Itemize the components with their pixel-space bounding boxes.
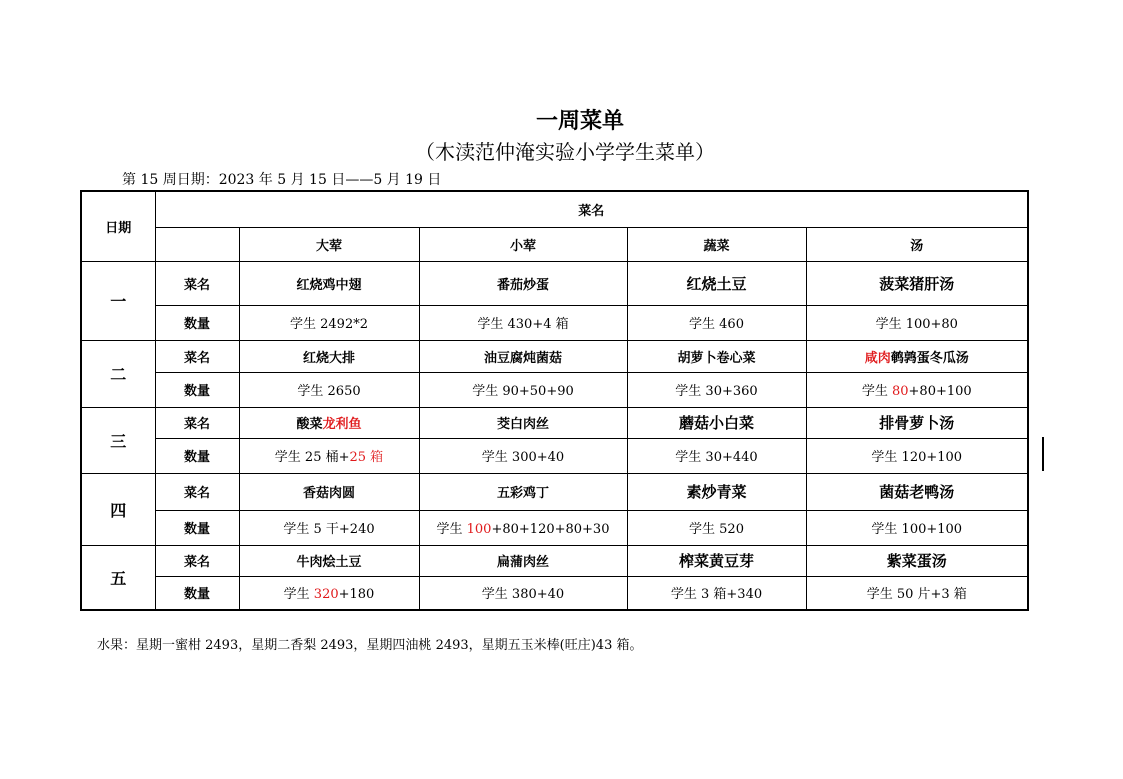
dish-cell-soup [806,340,1028,372]
highlight-text: 25 箱 [349,450,384,465]
cell-text: 酸菜 [296,417,323,432]
dish-cell-small-meat [419,473,627,510]
quantity-cell-soup [806,438,1028,473]
cell-text: 胡萝卜卷心菜 [677,350,756,366]
quantity-cell-vegetable [627,438,806,473]
cell-text: 学生 520 [689,522,744,537]
quantity-cell-vegetable [627,576,806,610]
cell-text: 学生 120+100 [871,450,963,465]
quantity-cell-big-meat [239,438,419,473]
row-label-dish: 菜名 [155,407,239,438]
row-label-quantity: 数量 [155,510,239,545]
cell-text: 香菇肉圆 [302,486,355,501]
cell-text: 学生 90+50+90 [472,384,574,399]
blank-header-cell [155,227,239,261]
row-label-dish: 菜名 [155,340,239,372]
cell-text: 排骨萝卜汤 [879,414,955,432]
cell-text: 榨菜黄豆芽 [678,552,754,570]
cell-text: 素炒青菜 [686,483,747,501]
cell-text: 学生 [861,384,892,399]
row-label-quantity: 数量 [155,372,239,407]
row-label-dish: 菜名 [155,545,239,576]
highlight-text: 咸肉 [864,350,891,366]
dish-cell-vegetable [627,261,806,305]
page-title: 一周菜单 [535,109,624,134]
cell-text: 学生 30+440 [675,450,758,465]
dish-cell-vegetable [627,545,806,576]
row-label-quantity: 数量 [155,438,239,473]
cell-text: 鹌鹑蛋冬瓜汤 [890,350,969,366]
cell-text: 学生 25 桶+ [274,450,350,465]
cell-text: 学生 5 干+240 [283,522,375,537]
dish-cell-soup [806,473,1028,510]
page-subtitle: （木渎范仲淹实验小学学生菜单） [415,140,715,164]
quantity-cell-small-meat [419,510,627,545]
cell-text: 番茄炒蛋 [496,277,549,293]
cell-text: 学生 300+40 [481,450,565,465]
quantity-cell-small-meat [419,372,627,407]
dish-cell-soup [806,545,1028,576]
cell-text: 牛肉烩土豆 [296,555,362,570]
quantity-cell-soup [806,576,1028,610]
dish-cell-vegetable [627,407,806,438]
cell-text: 蘑菇小白菜 [678,414,754,432]
quantity-cell-vegetable [627,372,806,407]
day-label: 三 [81,407,155,473]
cell-text: 红烧大排 [302,350,355,366]
cell-text: 菠菜猪肝汤 [879,274,955,293]
cell-text: 茭白肉丝 [496,417,549,432]
cell-text: 学生 2492*2 [290,317,368,332]
dish-cell-big-meat [239,340,419,372]
quantity-cell-big-meat [239,372,419,407]
menu-table [80,190,1029,611]
cell-text: 学生 430+4 箱 [477,317,569,332]
cell-text: +180 [338,587,375,603]
cell-text: 红烧鸡中翅 [296,277,362,293]
quantity-cell-soup [806,372,1028,407]
day-label: 四 [81,473,155,545]
quantity-cell-big-meat [239,510,419,545]
cell-text: 红烧土豆 [686,274,747,293]
cell-text: 学生 100+80 [875,317,958,332]
highlight-text: 80 [891,384,909,399]
dish-cell-vegetable [627,473,806,510]
dish-cell-big-meat [239,473,419,510]
quantity-cell-small-meat [419,576,627,610]
dish-cell-big-meat [239,261,419,305]
day-label: 二 [81,340,155,407]
dish-cell-soup [806,407,1028,438]
highlight-text: 100 [466,522,492,537]
day-label: 五 [81,545,155,610]
cell-text: +80+100 [908,384,972,399]
cell-text: 学生 460 [689,317,744,332]
dish-cell-small-meat [419,407,627,438]
cell-text: 扁蒲肉丝 [496,555,549,570]
row-label-quantity: 数量 [155,576,239,610]
dish-cell-big-meat [239,407,419,438]
row-label-dish: 菜名 [155,261,239,305]
cell-text: 学生 [283,587,314,603]
quantity-cell-big-meat [239,305,419,340]
cell-text: 五彩鸡丁 [496,486,549,501]
cell-text: 学生 50 片+3 箱 [866,587,967,603]
dish-cell-small-meat [419,545,627,576]
column-header-soup: 汤 [806,227,1028,261]
quantity-cell-soup [806,305,1028,340]
quantity-cell-soup [806,510,1028,545]
highlight-text: 龙利鱼 [322,417,362,432]
week-date-line: 第 15 周日期：2023 年 5 月 15 日——5 月 19 日 [122,172,442,188]
cell-text: 学生 2650 [297,384,361,399]
row-label-dish: 菜名 [155,473,239,510]
date-header: 日期 [81,191,155,261]
cell-text: 紫菜蛋汤 [886,552,947,570]
text-cursor [1042,437,1044,471]
fruit-note: 水果：星期一蜜柑 2493，星期二香梨 2493，星期四油桃 2493，星期五玉米棒(旺庄)43 箱。 [97,638,643,653]
column-header-vegetable: 蔬菜 [627,227,806,261]
cell-text: +80+120+80+30 [491,522,610,537]
dish-cell-small-meat [419,340,627,372]
cell-text: 学生 3 箱+340 [670,587,763,603]
cell-text: 菌菇老鸭汤 [879,483,955,501]
cell-text: 学生 380+40 [481,587,565,603]
cell-text: 油豆腐炖菌菇 [483,350,562,366]
quantity-cell-vegetable [627,305,806,340]
quantity-cell-small-meat [419,438,627,473]
quantity-cell-big-meat [239,576,419,610]
column-header-big-meat: 大荤 [239,227,419,261]
row-label-quantity: 数量 [155,305,239,340]
highlight-text: 320 [313,587,339,603]
dish-cell-soup [806,261,1028,305]
cell-text: 学生 100+100 [871,522,963,537]
day-label: 一 [81,261,155,340]
dish-group-header: 菜名 [155,191,1028,227]
quantity-cell-small-meat [419,305,627,340]
dish-cell-big-meat [239,545,419,576]
cell-text: 学生 30+360 [675,384,758,399]
cell-text: 学生 [436,522,467,537]
dish-cell-small-meat [419,261,627,305]
column-header-small-meat: 小荤 [419,227,627,261]
dish-cell-vegetable [627,340,806,372]
quantity-cell-vegetable [627,510,806,545]
